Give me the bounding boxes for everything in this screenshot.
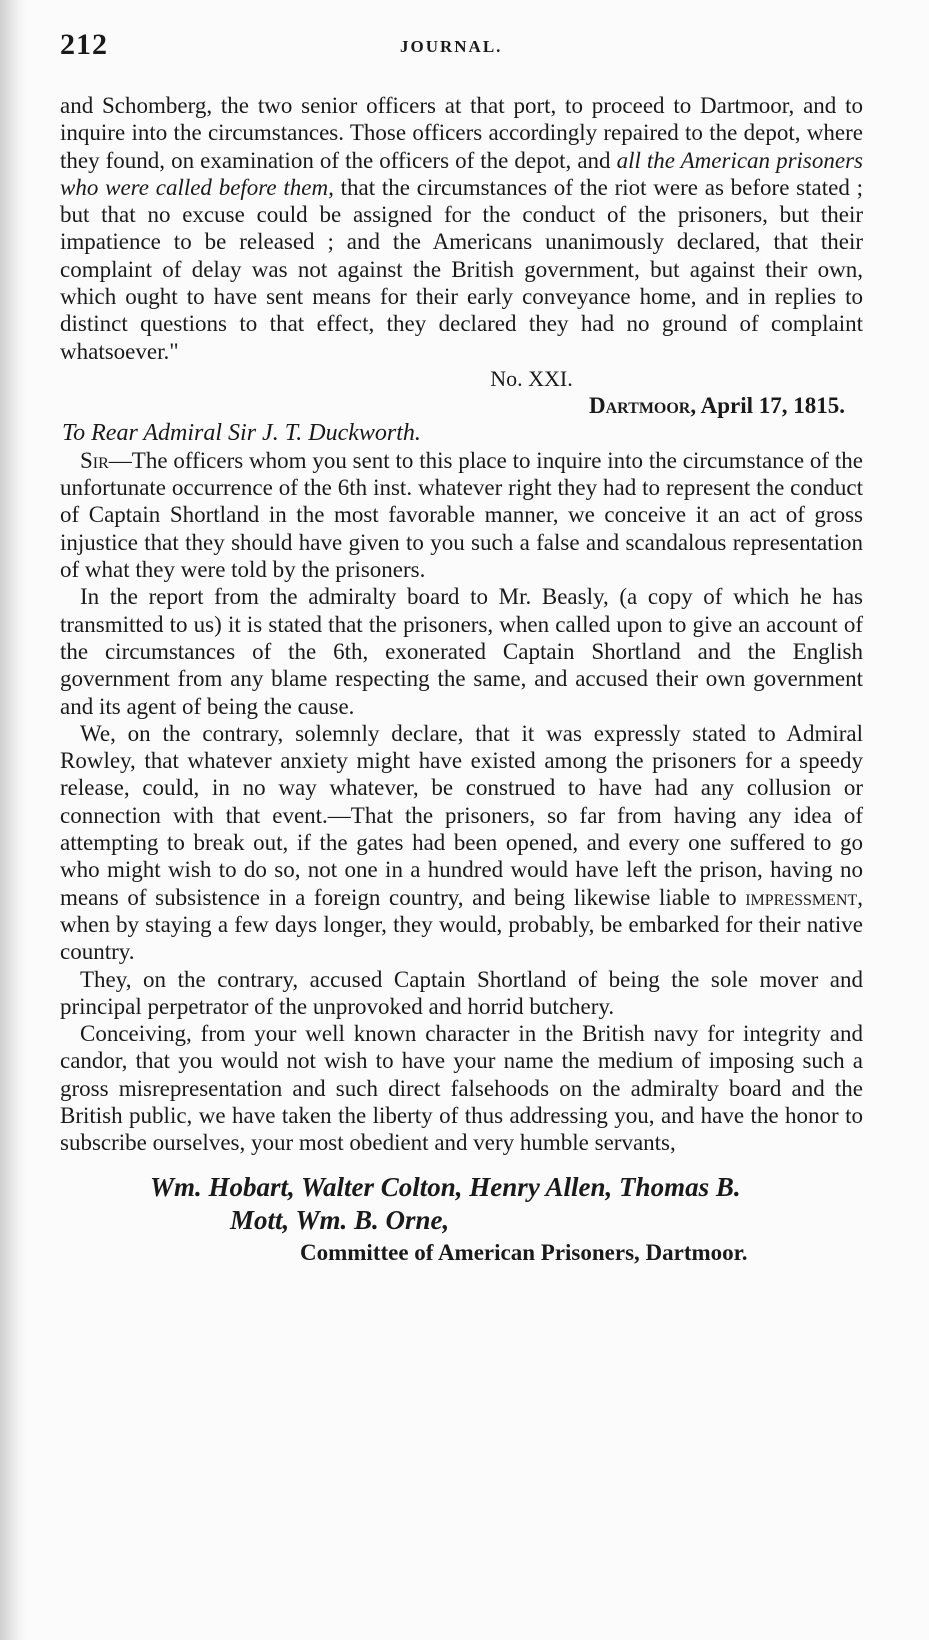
signatures: [60, 1171, 863, 1237]
letter-address: To Rear Admiral Sir J. T. Duckworth.: [62, 419, 421, 446]
impressment-word: impressment: [745, 884, 858, 910]
paragraph-intro: [60, 92, 863, 365]
paragraph-5: Conceiving, from your well known character in the British navy for integrity and candor, that you would not wish to have your name the medium of imposing such a gross misrepresentation and such direct falsehoods on the admiralty board and the British public, we have taken the liberty of thus addressing you, and have the honor to subscribe ourselves, your most obedient and very humble servants,: [60, 1021, 863, 1156]
running-head: JOURNAL.: [400, 37, 503, 56]
letter-number-heading: No. XXI.: [490, 365, 573, 391]
paragraph-2: In the report from the admiralty board to Mr. Beasly, (a copy of which he has transmitted to us) it is stated that the prisoners, when called upon to give an account of the circumstances of the 6th, exonerated Captain Shortland and the English government from any blame respecting the same, and accused their own government and its agent of being the cause.: [60, 584, 863, 719]
page-header: [60, 28, 860, 68]
signature-line-2: Mott, Wm. B. Orne,: [230, 1204, 450, 1235]
paragraph-4: They, on the contrary, accused Captain Shortland of being the sole mover and principal perpetrator of the unprovoked and horrid butchery.: [60, 966, 863, 1019]
paragraph-1: [60, 447, 863, 583]
intro-italic: all the American prisoners who were called before them,: [60, 147, 863, 200]
paragraph-3: [60, 720, 863, 966]
page-edge-shadow: [0, 0, 26, 1640]
committee-line: Committee of American Prisoners, Dartmoor.: [300, 1239, 748, 1265]
intro-text-rest: that the circumstances of the riot were as before stated ; but that no excuse could be assigned for the conduct of the prisoners, but their impatience to be released ; and the Americans unanimously declared, that their complaint of delay was not against the British government, but against their own, which ought to have sent means for their early conveyance home, and in replies to distinct questions to that effect, they declared they had no ground of complaint whatsoever.": [60, 174, 863, 364]
paragraph-3-text: We, on the contrary, solemnly declare, that it was expressly stated to Admiral Rowley, that whatever anxiety might have existed among the prisoners for a speedy release, could, in no way whatever, be construed to have had any collusion or connection with that event.—That the prisoners, so far from having any idea of attempting to break out, if the gates had been opened, and every one suffered to go who might wish to do so, not one in a hundred would have left the prison, having no means of subsistence in a foreign country, and being likewise liable to: [60, 720, 863, 910]
paragraph-3-text-rest: , when by staying a few days longer, they would, probably, be embarked for their native country.: [60, 884, 863, 965]
dateline-date: April 17, 1815.: [696, 393, 845, 419]
signature-line-1: Wm. Hobart, Walter Colton, Henry Allen, Thomas B.: [150, 1171, 741, 1202]
page-text: [60, 92, 863, 1266]
paragraph-1-text: —The officers whom you sent to this place to inquire into the circumstance of the unfortunate occurrence of the 6th inst. whatever right they had to represent the conduct of Captain Shortland in the most favorable manner, we conceive it an act of gross injustice that they should have given to you such a false and scandalous representation of what they were told by the prisoners.: [60, 447, 863, 583]
page-number: 212: [60, 28, 108, 61]
salutation: Sir: [80, 447, 109, 473]
dateline: [60, 392, 863, 419]
dateline-place: Dartmoor,: [588, 393, 697, 419]
intro-text: and Schomberg, the two senior officers at that port, to proceed to Dartmoor, and to inquire into the circumstances. Those officers accordingly repaired to the depot, where they found, on examination of the officers of the depot, and: [60, 93, 863, 173]
